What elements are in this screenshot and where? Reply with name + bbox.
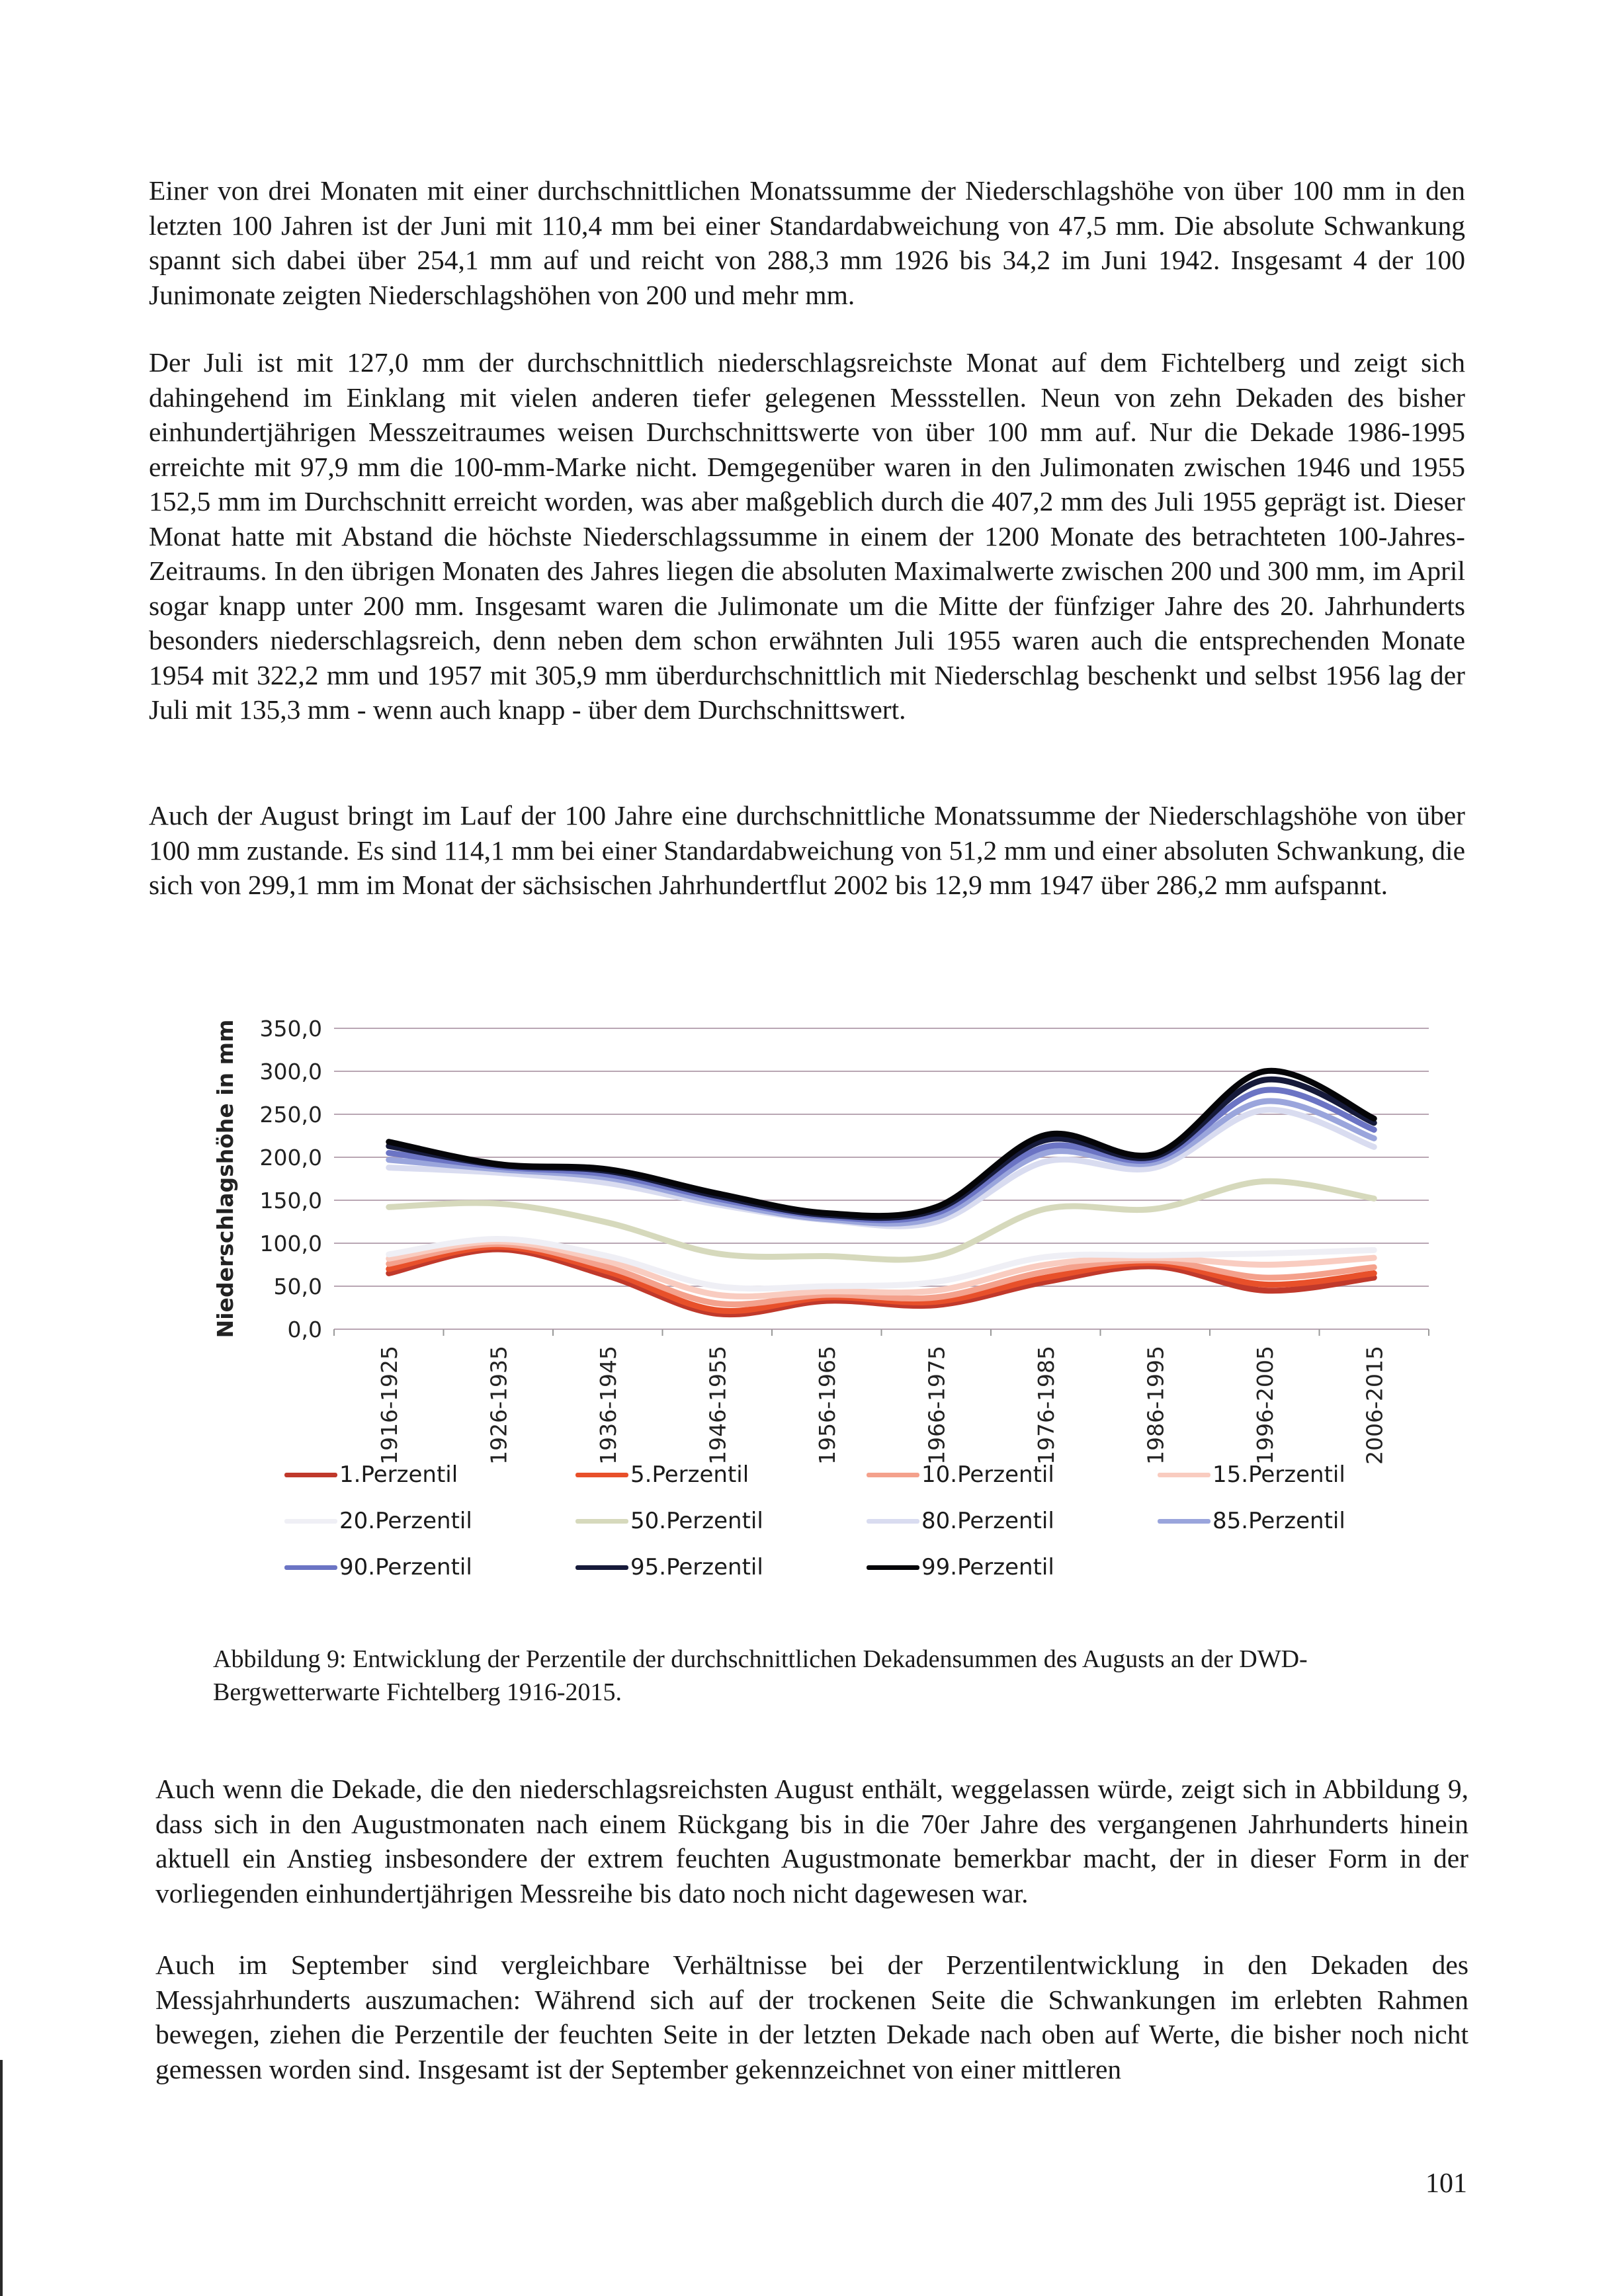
paragraph-august-trend: Auch wenn die Dekade, die den niederschlagsreichsten August enthält, weggelassen würde, zeigt sich in Abbildung 9, dass sich in den Augustmonaten nach einem Rückgang bis in die 70er Jahre des vergangenen Jahrhunderts hinein aktuell ein Anstieg insbesondere der extrem feuchten Augustmonate bemerkbar macht, der in dieser Form in der vorliegenden einhundertjährigen Messreihe bis dato noch nicht dagewesen war. [155, 1774, 1468, 1908]
y-tick-label: 150,0 [259, 1188, 322, 1213]
scan-edge-line [0, 2060, 3, 2296]
legend-item [575, 1554, 763, 1580]
y-tick-label: 50,0 [273, 1274, 322, 1299]
page-number: 101 [1425, 2168, 1467, 2199]
x-tick-label: 1936-1945 [595, 1346, 621, 1465]
legend-swatch [284, 1519, 337, 1524]
legend-label: 15.Perzentil [1212, 1461, 1345, 1488]
legend-swatch [575, 1565, 628, 1570]
x-tick-label: 1946-1955 [704, 1346, 731, 1465]
paragraph-juni: Einer von drei Monaten mit einer durchschnittlichen Monatssumme der Niederschlagshöhe von über 100 mm in den letzten 100 Jahren ist der Juni mit 110,4 mm bei einer Standardabweichung von 47,5 mm. Die absolute Schwankung spannt sich dabei über 254,1 mm auf und reicht von 288,3 mm 1926 bis 34,2 im Juni 1942. Insgesamt 4 der 100 Junimonate zeigten Niederschlagshöhen von 200 und mehr mm. [149, 175, 1465, 310]
legend-label: 5.Perzentil [630, 1461, 749, 1488]
legend-label: 20.Perzentil [339, 1508, 472, 1534]
legend-item [867, 1554, 1054, 1580]
x-tick-label: 1966-1975 [923, 1346, 950, 1465]
legend-label: 95.Perzentil [630, 1554, 763, 1580]
x-tick-label: 1926-1935 [486, 1346, 512, 1465]
y-tick-label: 100,0 [259, 1231, 322, 1256]
figure-caption: Abbildung 9: Entwicklung der Perzentile der durchschnittlichen Dekadensummen des Augusts an der DWD-Bergwetterwarte Fichtelberg 1916-2015. [213, 1645, 1308, 1706]
legend-item [284, 1554, 472, 1580]
x-tick-label: 1996-2005 [1252, 1346, 1278, 1465]
series-line-95-perzentil [389, 1079, 1375, 1217]
legend-item [284, 1461, 458, 1488]
chart-legend [284, 1461, 1449, 1607]
legend-swatch [1158, 1519, 1210, 1524]
legend-swatch [284, 1473, 337, 1477]
legend-item [575, 1461, 749, 1488]
legend-item [284, 1508, 472, 1534]
y-tick-label: 250,0 [259, 1102, 322, 1128]
legend-label: 50.Perzentil [630, 1508, 763, 1534]
legend-swatch [867, 1473, 919, 1477]
legend-label: 85.Perzentil [1212, 1508, 1345, 1534]
series-line-99-perzentil [389, 1071, 1375, 1215]
x-tick-label: 1916-1925 [376, 1346, 402, 1465]
legend-swatch [575, 1519, 628, 1524]
legend-swatch [867, 1519, 919, 1524]
legend-label: 10.Perzentil [921, 1461, 1054, 1488]
x-tick-label: 1976-1985 [1033, 1346, 1059, 1465]
paragraph-juli: Der Juli ist mit 127,0 mm der durchschnittlich niederschlagsreichste Monat auf dem Fichtelberg und zeigt sich dahingehend im Einklang mit vielen anderen tiefer gelegenen Messstellen. Neun von zehn Dekaden des bisher einhundertjährigen Messzeitraumes weisen Durchschnittswerte von über 100 mm auf. Nur die Dekade 1986-1995 erreichte mit 97,9 mm die 100-mm-Marke nicht. Demgegenüber waren in den Julimonaten zwischen 1946 und 1955 152,5 mm im Durchschnitt erreicht worden, was aber maßgeblich durch die 407,2 mm des Juli 1955 geprägt ist. Dieser Monat hatte mit Abstand die höchste Niederschlagssumme in einem der 1200 Monate des betrachteten 100-Jahres-Zeitraums. In den übrigen Monaten des Jahres liegen die absoluten Maximalwerte zwischen 200 und 300 mm, im April sogar knapp unter 200 mm. Insgesamt waren die Julimonate um die Mitte der fünfziger Jahre des 20. Jahrhunderts besonders niederschlagsreich, denn neben dem schon erwähnten Juli 1955 waren auch die entsprechenden Monate 1954 mit 322,2 mm und 1957 mit 305,9 mm überdurchschnittlich mit Niederschlag beschenkt und selbst 1956 lag der Juli mit 135,3 mm - wenn auch knapp - über dem Durchschnittswert. [149, 347, 1465, 725]
legend-label: 90.Perzentil [339, 1554, 472, 1580]
y-axis-title: Niederschlagshöhe in mm [212, 1019, 238, 1338]
paragraph-august: Auch der August bringt im Lauf der 100 Jahre eine durchschnittliche Monatssumme der Niederschlagshöhe von über 100 mm zustande. Es sind 114,1 mm bei einer Standardabweichung von 51,2 mm und einer absoluten Schwankung, die sich von 299,1 mm im Monat der sächsischen Jahrhundertflut 2002 bis 12,9 mm 1947 über 286,2 mm aufspannt. [149, 800, 1465, 900]
y-tick-label: 0,0 [287, 1317, 322, 1342]
y-tick-label: 300,0 [259, 1059, 322, 1085]
legend-swatch [575, 1473, 628, 1477]
x-tick-label: 1986-1995 [1142, 1346, 1169, 1465]
legend-item [1158, 1508, 1345, 1534]
legend-item [1158, 1461, 1345, 1488]
legend-item [867, 1461, 1054, 1488]
y-tick-label: 200,0 [259, 1145, 322, 1170]
legend-item [575, 1508, 763, 1534]
legend-label: 99.Perzentil [921, 1554, 1054, 1580]
legend-label: 1.Perzentil [339, 1461, 458, 1488]
x-tick-label: 1956-1965 [814, 1346, 840, 1465]
legend-swatch [1158, 1473, 1210, 1477]
legend-item [867, 1508, 1054, 1534]
legend-swatch [867, 1565, 919, 1570]
legend-label: 80.Perzentil [921, 1508, 1054, 1534]
legend-swatch [284, 1565, 337, 1570]
paragraph-september: Auch im September sind vergleichbare Verhältnisse bei der Perzentilentwicklung in den Dekaden des Messjahrhunderts auszumachen: Während sich auf der trockenen Seite die Schwankungen im erlebten Rahmen bewegen, ziehen die Perzentile der feuchten Seite in der letzten Dekade nach oben auf Werte, die bisher noch nicht gemessen worden sind. Insgesamt ist der September gekennzeichnet von einer mittleren [155, 1949, 1468, 2084]
y-tick-label: 350,0 [259, 1016, 322, 1042]
x-tick-label: 2006-2015 [1361, 1346, 1388, 1465]
